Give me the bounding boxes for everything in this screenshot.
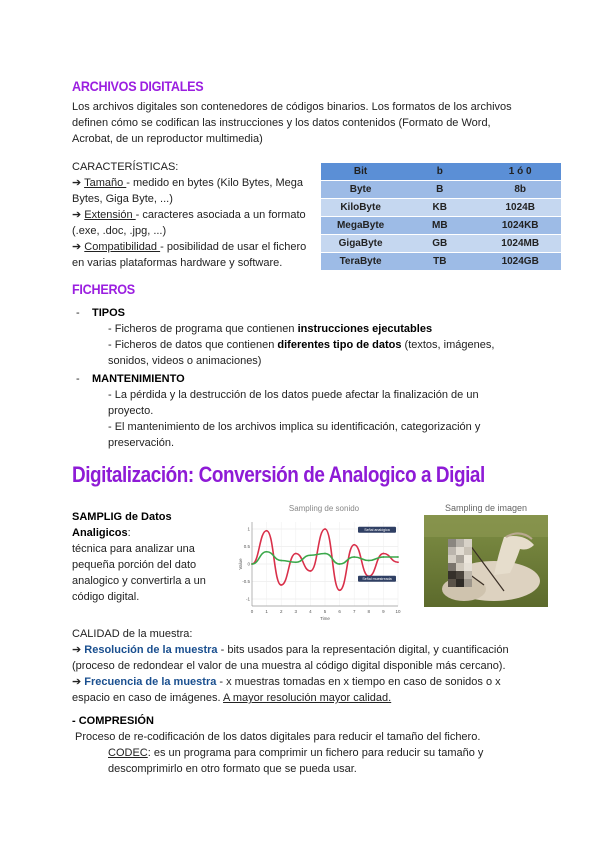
frecuencia-cont: espacio en caso de imágenes. A mayor resolución mayor calidad. <box>72 692 392 704</box>
data-point <box>383 556 385 558</box>
x-axis-label: Time <box>320 616 330 621</box>
frecuencia-line: ➔ Frecuencia de la muestra - x muestras tomadas en x tiempo en caso de sonidos o x <box>72 676 501 688</box>
units-header-row <box>321 163 561 181</box>
image-sampling-figure <box>424 503 548 607</box>
term-compatibilidad: Compatibilidad <box>84 241 161 253</box>
samplig-bold-2-row: Analigicos: <box>72 527 131 539</box>
extension-text: - caracteres asociada a un formato <box>135 209 306 221</box>
units-cell: 1024B <box>479 199 561 217</box>
samplig-block <box>72 509 242 605</box>
intro-line-1: Los archivos digitales son contenedores de códigos binarios. Los formatos de los archivos <box>72 101 512 113</box>
pixelated-region <box>448 539 472 587</box>
y-tick-label: 1 <box>247 526 250 532</box>
caracteristicas-list <box>72 159 317 271</box>
compresion-block <box>72 713 592 777</box>
intro-line-2: definen cómo se codifican las instrucciones y los datos contenidos (Formato de Word, <box>72 117 491 129</box>
data-point <box>397 561 399 563</box>
units-cell: B <box>400 181 479 199</box>
units-row <box>321 217 561 235</box>
data-point <box>295 553 297 555</box>
data-point <box>353 556 355 558</box>
codec-line: CODEC: es un programa para comprimir un fichero para reducir su tamaño y <box>108 747 484 759</box>
x-tick-label: 4 <box>309 609 312 614</box>
term-resolucion: Resolución de la muestra <box>84 644 218 656</box>
mant-1: - La pérdida y la destrucción de los datos puede afectar la finalización de un <box>108 389 479 401</box>
units-row <box>321 181 561 199</box>
data-point <box>353 544 355 546</box>
feature-tamano <box>72 175 317 191</box>
units-cell: MB <box>400 217 479 235</box>
data-point <box>251 563 253 565</box>
data-point <box>295 561 297 563</box>
x-tick-label: 9 <box>382 609 385 614</box>
section-title-ficheros: FICHEROS <box>72 281 135 297</box>
legend-label: Señal muestreada <box>362 577 392 582</box>
tamano-text: - medido en bytes (Kilo Bytes, Mega <box>126 177 303 189</box>
tipo-2-cont: sonidos, videos o animaciones) <box>108 355 262 367</box>
y-tick-label: 0 <box>247 561 250 567</box>
units-cell: 1024KB <box>479 217 561 235</box>
samplig-bold-1: SAMPLIG de Datos <box>72 511 172 523</box>
units-cell: GigaByte <box>321 235 400 253</box>
x-tick-label: 1 <box>265 609 268 614</box>
data-point <box>280 584 282 586</box>
units-cell: KB <box>400 199 479 217</box>
tipo-1: - Ficheros de programa que contienen instrucciones ejecutables <box>108 323 433 335</box>
feature-compat <box>72 239 317 255</box>
sound-chart-svg <box>238 514 410 622</box>
units-cell: Byte <box>321 181 400 199</box>
arrow-icon: ➔ <box>72 644 82 656</box>
data-point <box>310 570 312 572</box>
data-point <box>339 563 341 565</box>
calidad-heading: CALIDAD de la muestra: <box>72 628 193 640</box>
compresion-text: Proceso de re-codificación de los datos digitales para reducir el tamaño del fichero. <box>75 731 481 743</box>
term-extension: Extensión <box>84 209 136 221</box>
data-point <box>310 554 312 556</box>
feature-tamano-cont: Bytes, Giga Byte, ...) <box>72 193 173 205</box>
tipos-label: TIPOS <box>92 307 126 319</box>
archivos-intro <box>72 99 542 147</box>
calidad-conclusion: A mayor resolución mayor calidad. <box>223 692 392 704</box>
feature-extension-cont: (.exe, .doc, .jpg, ...) <box>72 225 167 237</box>
data-point <box>266 530 268 532</box>
resolucion-line: ➔ Resolución de la muestra - bits usados para la representación digital, y cuantificación <box>72 644 509 656</box>
data-point <box>339 589 341 591</box>
codec-cont: descomprimirlo en otro formato que se pueda usar. <box>108 763 357 775</box>
mant-2: - El mantenimiento de los archivos implica su identificación, categorización y <box>108 421 481 433</box>
units-row <box>321 253 561 271</box>
units-cell: 1 ó 0 <box>479 163 561 181</box>
horse-photo <box>424 515 548 607</box>
data-point <box>266 551 268 553</box>
data-point <box>280 560 282 562</box>
calidad-block <box>72 626 592 706</box>
data-point <box>324 553 326 555</box>
tipo-2: - Ficheros de datos que contienen diferentes tipo de datos (textos, imágenes, <box>108 339 495 351</box>
samplig-text-3: analogico y convertirla a un <box>72 575 206 587</box>
y-tick-label: -1 <box>245 596 250 602</box>
legend-label: Señal analógica <box>364 528 390 533</box>
section-title-archivos: ARCHIVOS DIGITALES <box>72 78 204 94</box>
samplig-text-1: técnica para analizar una <box>72 543 195 555</box>
x-tick-label: 6 <box>338 609 341 614</box>
y-axis-label: Value <box>238 558 243 570</box>
units-cell: Bit <box>321 163 400 181</box>
term-codec: CODEC <box>108 747 148 759</box>
data-point <box>368 560 370 562</box>
mant-label-row: - MANTENIMIENTO <box>76 373 185 385</box>
units-cell: KiloByte <box>321 199 400 217</box>
data-point <box>324 528 326 530</box>
arrow-icon: ➔ <box>72 241 82 253</box>
x-tick-label: 8 <box>367 609 371 614</box>
feature-extension <box>72 207 317 223</box>
compresion-heading: - COMPRESIÓN <box>72 715 154 727</box>
ficheros-mantenimiento <box>76 371 566 451</box>
x-tick-label: 7 <box>352 609 356 614</box>
units-cell: 1024MB <box>479 235 561 253</box>
units-row <box>321 199 561 217</box>
units-cell: b <box>400 163 479 181</box>
sound-sampling-figure <box>238 504 410 622</box>
chart-title: Sampling de sonido <box>288 504 360 513</box>
units-cell: GB <box>400 235 479 253</box>
y-tick-label: -0.5 <box>242 579 250 584</box>
x-tick-label: 5 <box>323 609 327 614</box>
mant-label: MANTENIMIENTO <box>92 373 185 385</box>
y-tick-label: 0.5 <box>243 544 250 549</box>
units-cell: 1024GB <box>479 253 561 271</box>
arrow-icon: ➔ <box>72 177 82 189</box>
intro-line-3: Acrobat, de un reproductor multimedia) <box>72 133 263 145</box>
data-point <box>383 553 385 555</box>
image-figure-title: Sampling de imagen <box>444 503 528 513</box>
samplig-text-4: código digital. <box>72 591 140 603</box>
x-tick-label: 0 <box>250 609 254 614</box>
arrow-icon: ➔ <box>72 209 82 221</box>
feature-compat-cont: en varias plataformas hardware y software. <box>72 257 283 269</box>
ficheros-tipos <box>76 305 556 369</box>
units-cell: TeraByte <box>321 253 400 271</box>
units-cell: 8b <box>479 181 561 199</box>
x-tick-label: 10 <box>395 609 401 614</box>
digitalizacion-title: Digitalización: Conversión de Analogico a Digial <box>72 462 485 487</box>
mant-1-cont: proyecto. <box>108 405 154 417</box>
x-tick-label: 2 <box>279 609 283 614</box>
units-row <box>321 235 561 253</box>
term-tamano: Tamaño <box>84 177 127 189</box>
data-point <box>397 556 399 558</box>
compat-text: - posibilidad de usar el fichero <box>160 241 307 253</box>
samplig-text-2: pequeña porción del dato <box>72 559 197 571</box>
caracteristicas-heading: CARACTERÍSTICAS: <box>72 161 179 173</box>
tipos-label-row: - TIPOS <box>76 307 126 319</box>
resolucion-cont: (proceso de redondear el valor de una muestra al código digital disponible más cercano). <box>72 660 506 672</box>
x-tick-label: 3 <box>294 609 298 614</box>
mant-2-cont: preservación. <box>108 437 175 449</box>
samplig-bold-2: Analigicos <box>72 527 128 539</box>
units-table <box>321 163 561 271</box>
units-cell: TB <box>400 253 479 271</box>
arrow-icon: ➔ <box>72 676 82 688</box>
term-frecuencia: Frecuencia de la muestra <box>84 676 217 688</box>
units-cell: MegaByte <box>321 217 400 235</box>
